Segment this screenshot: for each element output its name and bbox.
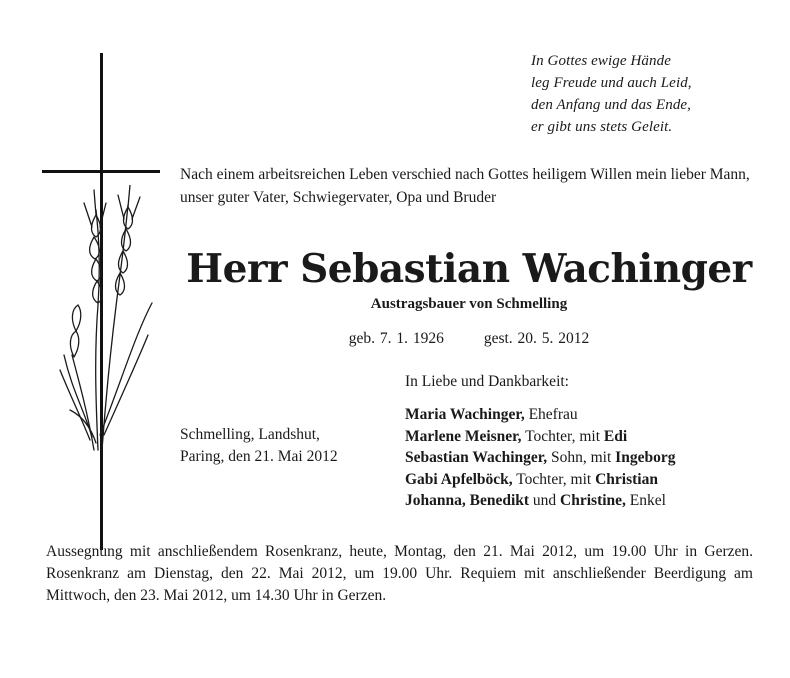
poem-line: den Anfang und das Ende, [531,97,692,113]
birth-date: geb. 7. 1. 1926 [348,330,444,347]
mourner-partner: Ingeborg [615,449,676,466]
mourner-row [405,447,765,469]
mourner-row [405,404,765,426]
thanks-heading: In Liebe und Dankbarkeit: [405,373,569,390]
deceased-name: Herr Sebastian Wachinger [186,246,752,292]
mourners-list [405,404,765,512]
mourner-role: Enkel [625,492,666,509]
life-dates [180,330,758,348]
place-line: Schmelling, Landshut, [180,426,320,443]
mourner-row [405,469,765,491]
mourner-row [405,490,765,512]
funeral-notice: Aussegnung mit anschließendem Rosenkranz, heute, Montag, den 21. Mai 2012, um 19.00 Uhr in Gerzen. Rosenkranz am Dienstag, den 22. Mai 2012, um 19.00 Uhr. Requiem mit anschließender Beerdigung am Mittwoch, den 23. Mai 2012, um 14.30 Uhr in Gerzen. [46,543,753,604]
deceased-title: Austragsbauer von Schmelling [370,296,568,312]
poem-line: leg Freude und auch Leid, [531,75,692,91]
mourner-role: und [529,492,561,509]
mourner-row [405,426,765,448]
mourner-partner: Christian [595,470,658,488]
mourner-name: Christine, [560,492,626,509]
mourner-name: Marlene Meisner, [405,427,522,445]
mourner-name: Gabi Apfelböck, [405,470,513,488]
mourner-name: Johanna, Benedikt [405,492,530,509]
mourner-role: Tochter, mit [512,470,596,488]
place-date [180,424,338,468]
poem-line: In Gottes ewige Hände [531,53,671,69]
place-line: Paring, den 21. Mai 2012 [180,448,338,465]
poem-verse [531,50,692,138]
intro-text: Nach einem arbeitsreichen Leben verschied nach Gottes heiligem Willen mein lieber Mann, unser guter Vater, Schwiegervater, Opa und Bruder [180,166,750,206]
poem-line: er gibt uns stets Geleit. [531,119,673,135]
mourner-role: Ehefrau [524,406,578,423]
mourner-role: Sohn, mit [547,449,616,466]
mourner-name: Maria Wachinger, [405,406,525,423]
cross-horizontal-beam [42,170,160,173]
mourner-role: Tochter, mit [521,427,604,445]
mourner-name: Sebastian Wachinger, [405,449,548,466]
death-date: gest. 20. 5. 2012 [483,330,590,347]
wheat-ear-icon [50,185,160,455]
mourner-partner: Edi [603,427,628,445]
